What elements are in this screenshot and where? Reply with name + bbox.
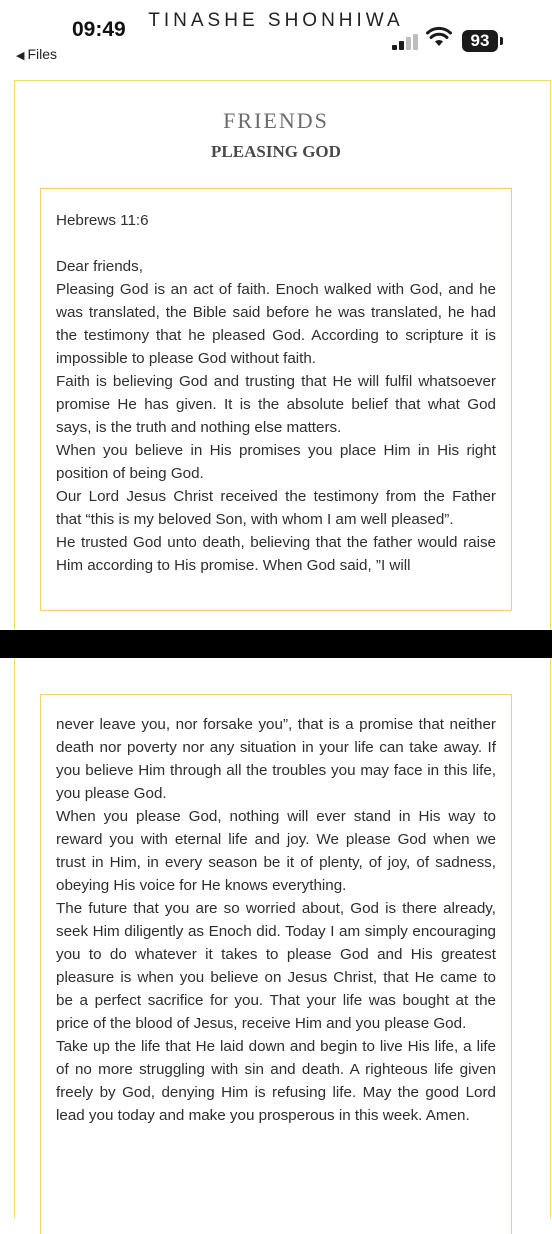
greeting: Dear friends, [56,258,143,275]
paragraph: The future that you are so worried about, God is there already, seek Him diligently as Enoch did. Today I am simply encouraging you to do whatever it takes to please God and His greatest pleasure is when you believe on Jesus Christ, that He came to be a perfect sacrifice for you. That your life was bought at the price of the blood of Jesus, receive Him and you please God. [56,900,496,1032]
author-name: TINASHE SHONHIWA [148,10,404,31]
back-label: Files [27,46,58,62]
paragraph: When you please God, nothing will ever stand in His way to reward you with eternal life and joy. We please God when we trust in Him, in every season be it of plenty, of joy, of sadness, obeying His voice for He knows everything. [56,808,496,894]
signal-icon [392,34,420,50]
back-arrow-icon: ◀ [16,50,25,62]
page-divider [0,630,552,658]
page-title: FRIENDS [223,108,329,133]
status-time: 09:49 [72,18,126,41]
paragraph: Faith is believing God and trusting that He will fulfil whatsoever promise He has given. It is the absolute belief that what God says, is the truth and nothing else matters. [56,373,496,436]
battery-icon: 93 [462,30,498,52]
scripture-reference: Hebrews 11:6 [56,212,149,229]
battery-tip [500,37,503,45]
text-box-page-two [40,694,512,1234]
paragraph: Pleasing God is an act of faith. Enoch walked with God, and he was translated, the Bible said before he was translated, he had the testimony that he pleased God. According to scripture it is impossible to please God without faith. [56,281,496,367]
text-box-page-one [40,188,512,611]
paragraph: Our Lord Jesus Christ received the testimony from the Father that “this is my beloved Son, with whom I am well pleased”. [56,488,496,528]
paragraph: He trusted God unto death, believing that the father would raise Him according to His promise. When God said, ”I will [56,534,496,574]
paragraph: never leave you, nor forsake you”, that is a promise that neither death nor poverty nor any situation in your life can take away. If you believe Him through all the troubles you may face in this life, you please God. [56,716,496,802]
paragraph: Take up the life that He laid down and begin to live His life, a life of no more struggling with sin and death. A righteous life given freely by God, denying Him is refusing life. May the good Lord lead you today and make you prosperous in this week. Amen. [56,1038,496,1124]
paragraph: When you believe in His promises you place Him in His right position of being God. [56,442,496,482]
page-subtitle: PLEASING GOD [211,142,341,161]
status-bar [0,0,552,66]
back-to-files-link[interactable] [16,46,57,62]
